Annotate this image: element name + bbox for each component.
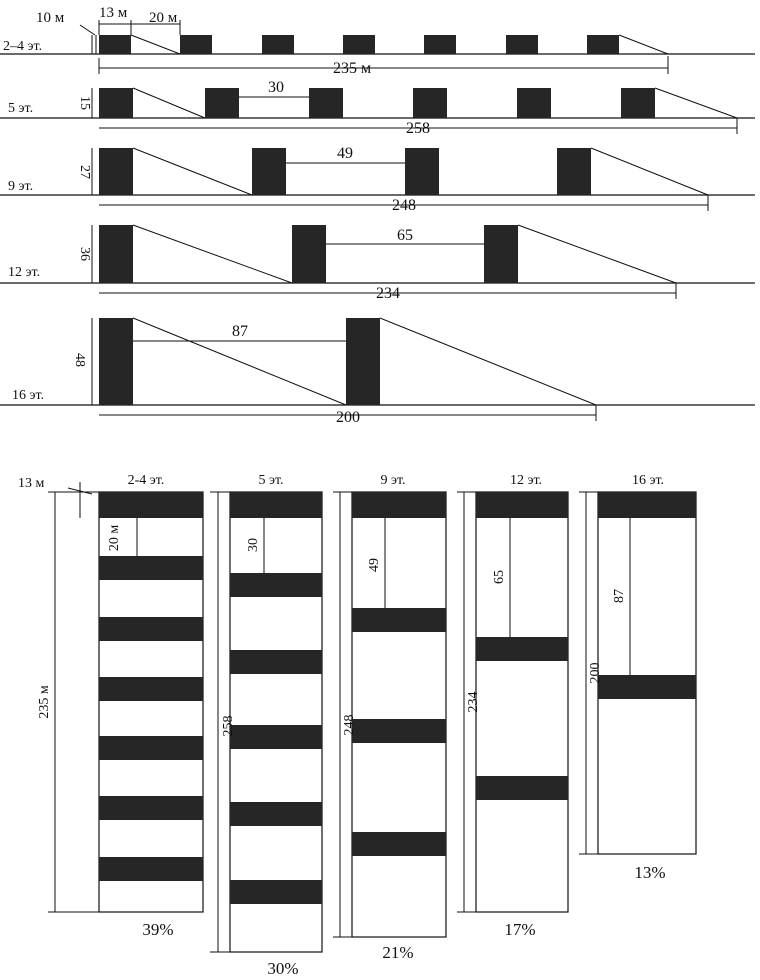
row-height: 36: [77, 247, 92, 261]
building-block: [598, 675, 696, 699]
plan-column-2-4: [18, 473, 203, 939]
building-block: [484, 225, 518, 283]
building-block: [343, 35, 375, 54]
section-row-9: [0, 145, 755, 214]
building-block: [506, 35, 538, 54]
building-block: [99, 318, 133, 405]
row-length: 234: [376, 285, 400, 302]
building-block: [413, 88, 447, 118]
column-length: 234: [466, 691, 481, 713]
building-block: [180, 35, 212, 54]
row-length: 258: [406, 120, 430, 137]
building-block: [99, 736, 203, 760]
building-block: [230, 725, 322, 749]
row-label-floors: 2–4 эт.: [3, 39, 43, 54]
building-block: [99, 617, 203, 641]
building-block: [405, 148, 439, 195]
column-percent: 13%: [634, 863, 666, 882]
column-percent: 17%: [504, 920, 536, 939]
column-length: 258: [221, 715, 236, 737]
section-row-16: [0, 318, 755, 426]
building-block: [252, 148, 286, 195]
building-block: [476, 637, 568, 661]
building-block: [99, 148, 133, 195]
column-percent: 21%: [382, 943, 414, 962]
building-block: [352, 832, 446, 856]
dimension-20m: 20 м: [149, 10, 178, 26]
building-block: [557, 148, 591, 195]
column-label-floors: 2-4 эт.: [127, 473, 165, 488]
row-length: 235 м: [332, 60, 372, 77]
building-block: [476, 776, 568, 800]
building-block: [99, 556, 203, 580]
building-block: [99, 88, 133, 118]
column-label-floors: 16 эт.: [631, 473, 665, 488]
plan-column-5: [210, 473, 322, 978]
building-block: [230, 802, 322, 826]
building-block: [230, 573, 322, 597]
building-block: [352, 608, 446, 632]
building-block: [309, 88, 343, 118]
column-label-floors: 9 эт.: [380, 473, 406, 488]
building-block: [262, 35, 294, 54]
row-label-floors: 16 эт.: [12, 388, 45, 403]
column-gap: 49: [367, 558, 382, 572]
section-row-2-4: [0, 5, 755, 77]
building-block: [424, 35, 456, 54]
row-gap: 49: [337, 145, 353, 162]
dimension-10m: 10 м: [36, 10, 65, 26]
column-label-floors: 12 эт.: [509, 473, 543, 488]
column-gap: 30: [246, 538, 261, 552]
building-block: [99, 35, 131, 54]
row-label-floors: 9 эт.: [8, 179, 34, 194]
column-label-floors: 5 эт.: [258, 473, 284, 488]
row-length: 248: [392, 197, 416, 214]
column-percent: 30%: [267, 959, 299, 978]
dimension-13m: 13 м: [18, 476, 45, 491]
building-block: [621, 88, 655, 118]
plan-column-12: [457, 473, 568, 939]
building-block: [346, 318, 380, 405]
row-length: 200: [336, 409, 360, 426]
building-block: [598, 492, 696, 518]
plan-column-16: [579, 473, 696, 882]
building-block: [230, 492, 322, 518]
column-gap: 65: [492, 570, 507, 584]
building-block: [205, 88, 239, 118]
building-block: [99, 796, 203, 820]
row-height: 15: [77, 96, 92, 110]
building-block: [352, 492, 446, 518]
dimension-20m: 20 м: [107, 524, 122, 552]
row-gap: 87: [232, 323, 248, 340]
column-length: 248: [342, 714, 357, 736]
building-block: [587, 35, 619, 54]
building-block: [230, 650, 322, 674]
column-length: 200: [588, 662, 603, 684]
row-height: 27: [77, 165, 92, 179]
building-block: [476, 492, 568, 518]
building-block: [99, 492, 203, 518]
building-block: [99, 677, 203, 701]
row-gap: 30: [268, 79, 284, 96]
dimension-235m: 235 м: [37, 685, 52, 719]
building-block: [99, 225, 133, 283]
section-row-5: [0, 79, 755, 137]
section-row-12: [0, 225, 755, 302]
building-block: [517, 88, 551, 118]
building-block: [99, 857, 203, 881]
building-block: [292, 225, 326, 283]
dimension-13m: 13 м: [99, 5, 128, 21]
column-gap: 87: [612, 589, 627, 603]
plan-column-9: [333, 473, 446, 962]
row-label-floors: 12 эт.: [8, 265, 41, 280]
row-gap: 65: [397, 227, 413, 244]
building-block: [352, 719, 446, 743]
column-percent: 39%: [142, 920, 174, 939]
row-height: 48: [72, 353, 87, 367]
row-label-floors: 5 эт.: [8, 101, 34, 116]
building-block: [230, 880, 322, 904]
